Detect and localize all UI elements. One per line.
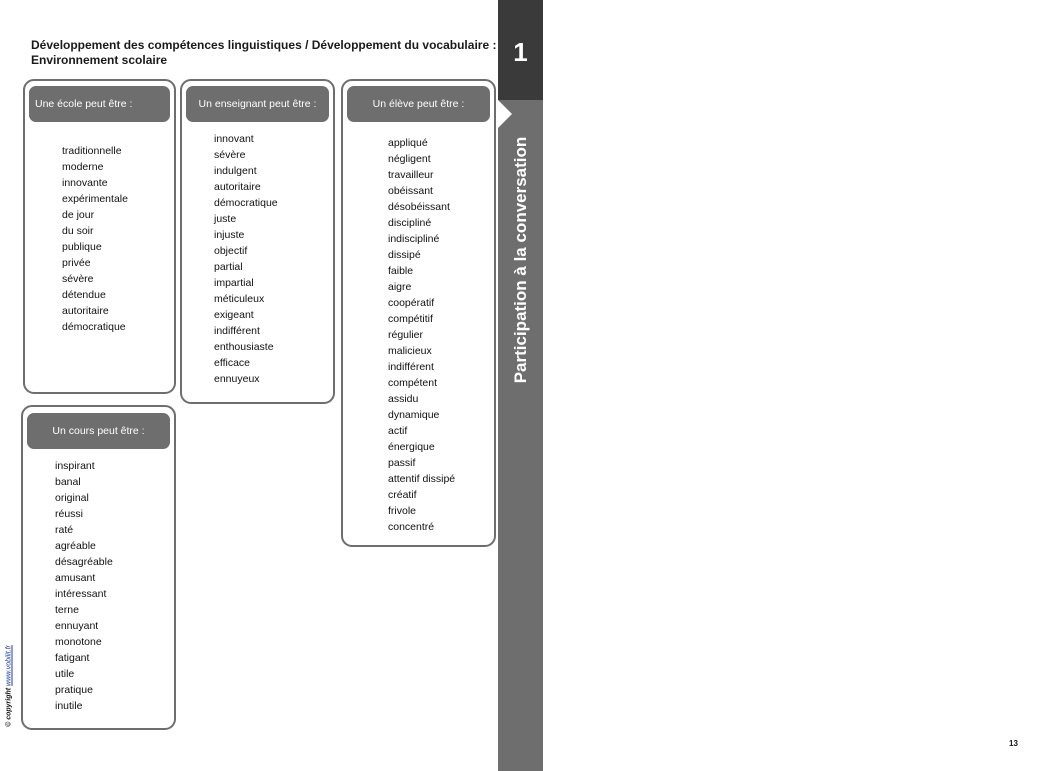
enseignant-adjective-item: indifférent: [214, 325, 260, 337]
cours-adjective-item: amusant: [55, 572, 96, 584]
copyright-prefix: © copyright: [5, 685, 13, 727]
cours-adjective-item: banal: [55, 476, 81, 488]
cours-adjective-item: inutile: [55, 700, 83, 712]
enseignant-adjective-item: objectif: [214, 245, 248, 257]
eleve-adjective-item: obéissant: [388, 185, 433, 197]
enseignant-adjective-item: méticuleux: [214, 293, 265, 305]
cours-adjective-item: utile: [55, 668, 75, 680]
enseignant-box-heading: Un enseignant peut être :: [198, 98, 317, 110]
eleve-box-header: [347, 86, 490, 122]
ecole-adjective-item: de jour: [62, 209, 95, 221]
cours-box: [21, 405, 176, 730]
ecole-adjective-item: moderne: [62, 161, 104, 173]
cours-adjective-item: réussi: [55, 508, 84, 520]
eleve-adjective-item: actif: [388, 425, 408, 437]
cours-adjective-item: raté: [55, 524, 74, 536]
ecole-adjective-list: [62, 143, 128, 335]
cours-adjective-item: fatigant: [55, 652, 90, 664]
enseignant-adjective-item: juste: [214, 213, 237, 225]
copyright-link[interactable]: www.vobilit.fr: [5, 645, 13, 686]
ecole-adjective-item: privée: [62, 257, 91, 269]
ecole-adjective-item: publique: [62, 241, 102, 253]
copyright-notice: [6, 645, 13, 727]
chapter-number: 1: [513, 37, 528, 67]
eleve-adjective-item: concentré: [388, 521, 435, 533]
ecole-adjective-item: innovante: [62, 177, 108, 189]
enseignant-adjective-item: autoritaire: [214, 181, 261, 193]
eleve-adjective-item: travailleur: [388, 169, 434, 181]
ecole-adjective-item: sévère: [62, 273, 94, 285]
eleve-adjective-item: indiscipliné: [388, 233, 440, 245]
cours-adjective-item: original: [55, 492, 89, 504]
eleve-box: [341, 79, 496, 547]
enseignant-adjective-item: innovant: [214, 133, 254, 145]
cours-adjective-item: inspirant: [55, 460, 95, 472]
eleve-adjective-item: compétitif: [388, 313, 433, 325]
enseignant-adjective-item: démocratique: [214, 197, 278, 209]
cours-box-header: [27, 413, 170, 449]
eleve-adjective-list: [388, 135, 455, 535]
eleve-adjective-item: négligent: [388, 153, 431, 165]
ecole-box-heading: Une école peut être :: [35, 98, 133, 110]
cours-adjective-item: terne: [55, 604, 79, 616]
eleve-adjective-item: malicieux: [388, 345, 432, 357]
ecole-adjective-item: détendue: [62, 289, 106, 301]
eleve-adjective-item: dynamique: [388, 409, 440, 421]
ecole-adjective-item: traditionnelle: [62, 145, 122, 157]
eleve-adjective-item: assidu: [388, 393, 419, 405]
ecole-box: [23, 79, 176, 394]
enseignant-adjective-item: ennuyeux: [214, 373, 260, 385]
enseignant-adjective-item: indulgent: [214, 165, 257, 177]
enseignant-adjective-item: impartial: [214, 277, 254, 289]
enseignant-box: [180, 79, 335, 404]
cours-adjective-item: intéressant: [55, 588, 107, 600]
eleve-adjective-item: créatif: [388, 489, 417, 501]
ecole-adjective-item: démocratique: [62, 321, 126, 333]
cours-box-heading: Un cours peut être :: [52, 425, 145, 437]
enseignant-adjective-item: sévère: [214, 149, 246, 161]
eleve-adjective-item: coopératif: [388, 297, 435, 309]
eleve-adjective-item: attentif dissipé: [388, 473, 456, 485]
ecole-adjective-item: du soir: [62, 225, 94, 237]
eleve-adjective-item: dissipé: [388, 249, 421, 261]
ecole-adjective-item: autoritaire: [62, 305, 109, 317]
enseignant-adjective-item: enthousiaste: [214, 341, 274, 353]
page-title: Développement des compétences linguistiques / Développement du vocabulaire : Environnement scolaire: [31, 38, 497, 67]
cours-adjective-item: ennuyant: [55, 620, 99, 632]
enseignant-adjective-list: [214, 131, 278, 387]
page-footer: [996, 725, 1041, 771]
eleve-adjective-item: compétent: [388, 377, 438, 389]
eleve-adjective-item: faible: [388, 265, 414, 277]
cours-adjective-item: pratique: [55, 684, 93, 696]
cours-adjective-item: monotone: [55, 636, 102, 648]
eleve-box-heading: Un élève peut être :: [372, 98, 465, 110]
enseignant-adjective-item: partial: [214, 261, 243, 273]
sidebar-notch: [498, 100, 512, 128]
enseignant-adjective-item: injuste: [214, 229, 245, 241]
section-label: Participation à la conversation: [511, 136, 530, 384]
eleve-adjective-item: passif: [388, 457, 416, 469]
enseignant-adjective-item: efficace: [214, 357, 250, 369]
eleve-adjective-item: frivole: [388, 505, 417, 517]
eleve-adjective-item: régulier: [388, 329, 424, 341]
eleve-adjective-item: désobéissant: [388, 201, 450, 213]
eleve-adjective-item: appliqué: [388, 137, 428, 149]
ecole-adjective-item: expérimentale: [62, 193, 128, 205]
eleve-adjective-item: indifférent: [388, 361, 434, 373]
eleve-adjective-item: énergique: [388, 441, 435, 453]
ecole-box-header: [29, 86, 170, 122]
cours-adjective-item: agréable: [55, 540, 96, 552]
cours-adjective-list: [55, 458, 113, 714]
eleve-adjective-item: discipliné: [388, 217, 432, 229]
enseignant-box-header: [186, 86, 329, 122]
eleve-adjective-item: aigre: [388, 281, 412, 293]
chapter-tab: [498, 0, 543, 100]
page-number: 13: [1009, 739, 1018, 748]
enseignant-adjective-item: exigeant: [214, 309, 254, 321]
cours-adjective-item: désagréable: [55, 556, 113, 568]
